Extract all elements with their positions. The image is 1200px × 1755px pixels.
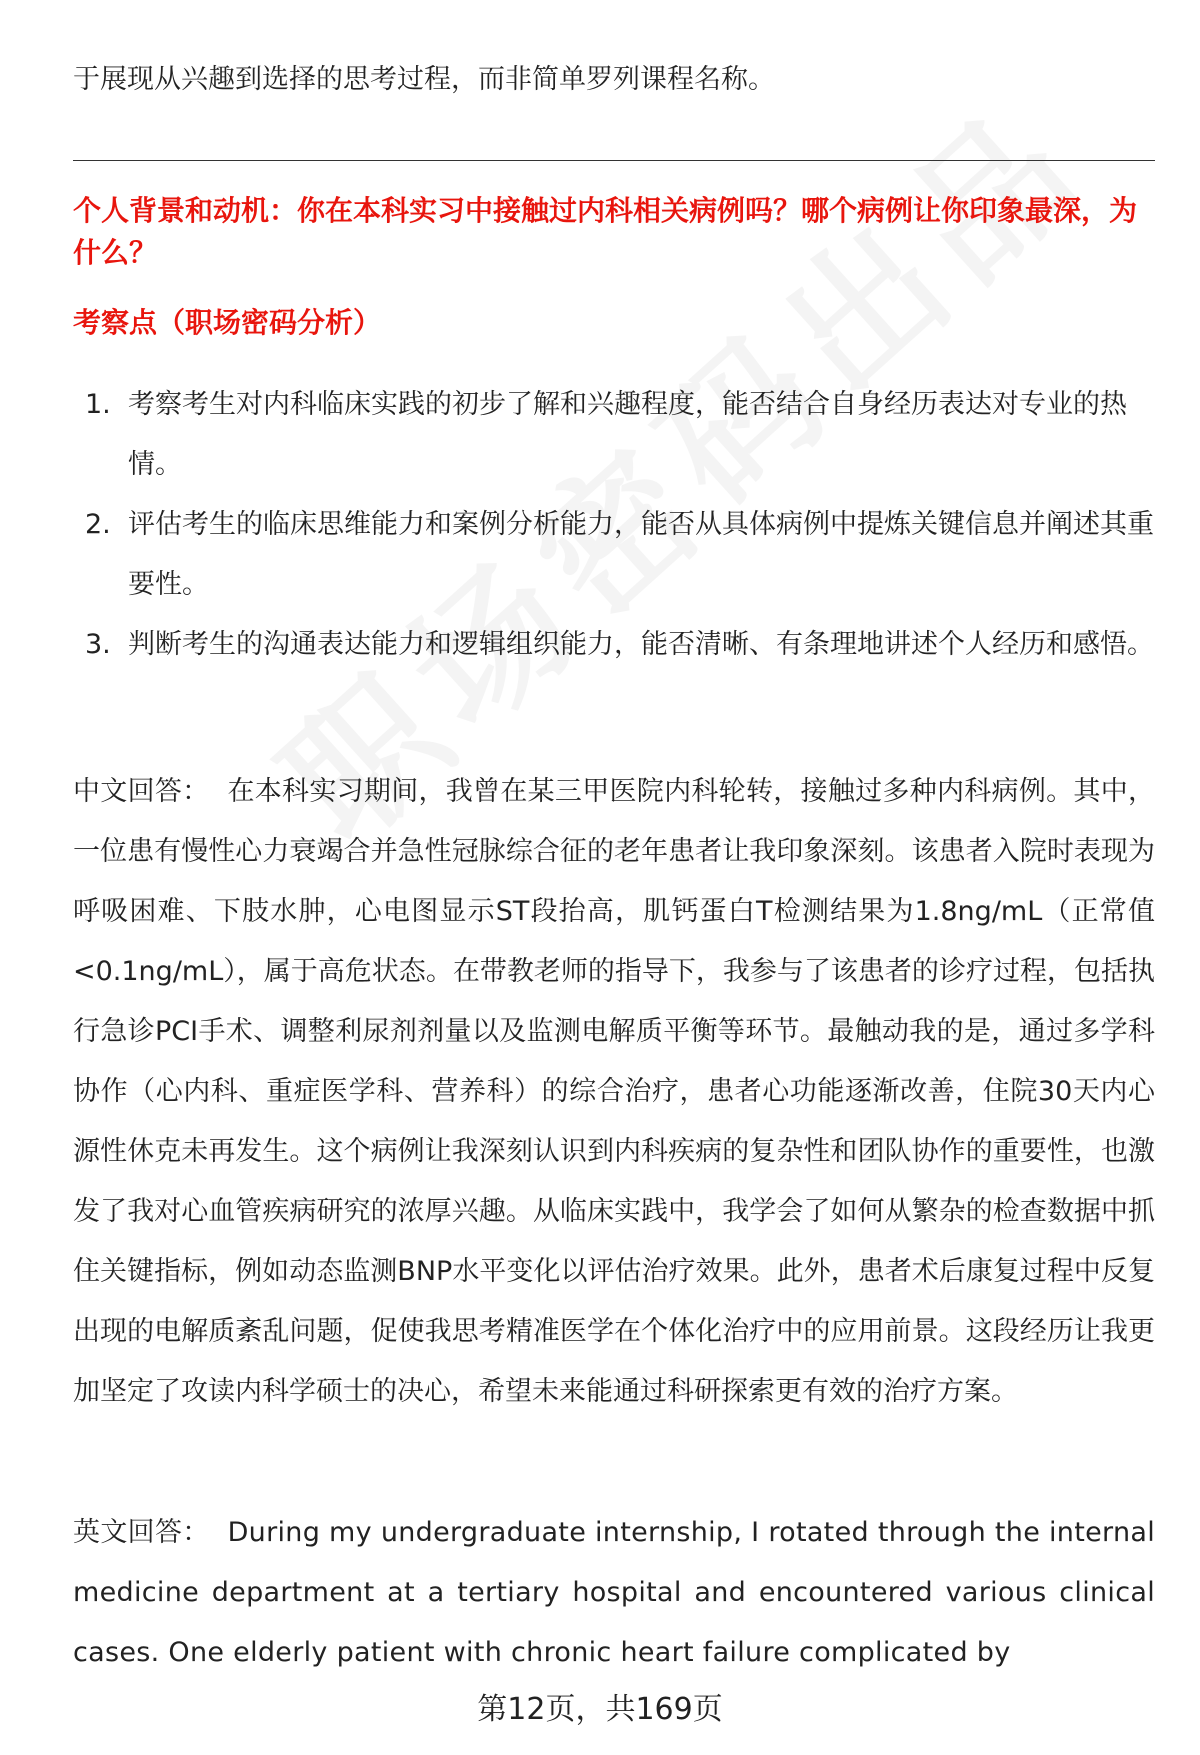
section-divider	[73, 160, 1155, 161]
analysis-title: 考察点（职场密码分析）	[73, 306, 382, 339]
answer-chinese-text: 在本科实习期间，我曾在某三甲医院内科轮转，接触过多种内科病例。其中，一位患有慢性心力衰竭合并急性冠脉综合征的老年患者让我印象深刻。该患者入院时表现为呼吸困难、下肢水肿，心电图显示ST段抬高，肌钙蛋白T检测结果为1.8ng/mL（正常值<0.1ng/mL），属于高危状态。在带教老师的指导下，我参与了该患者的诊疗过程，包括执行急诊PCI手术、调整利尿剂剂量以及监测电解质平衡等环节。最触动我的是，通过多学科协作（心内科、重症医学科、营养科）的综合治疗，患者心功能逐渐改善，住院30天内心源性休克未再发生。这个病例让我深刻认识到内科疾病的复杂性和团队协作的重要性，也激发了我对心血管疾病研究的浓厚兴趣。从临床实践中，我学会了如何从繁杂的检查数据中抓住关键指标，例如动态监测BNP水平变化以评估治疗效果。此外，患者术后康复过程中反复出现的电解质紊乱问题，促使我思考精准医学在个体化治疗中的应用前景。这段经历让我更加坚定了攻读内科学硕士的决心，希望未来能通过科研探索更有效的治疗方案。	[73, 776, 1156, 1407]
answer-english-label: 英文回答：	[73, 1517, 210, 1548]
answer-chinese	[73, 762, 1155, 1422]
answer-english	[73, 1503, 1155, 1683]
analysis-point	[73, 375, 1155, 495]
point-text: 判断考生的沟通表达能力和逻辑组织能力，能否清晰、有条理地讲述个人经历和感悟。	[128, 629, 1154, 660]
analysis-points	[73, 375, 1155, 675]
point-text: 考察考生对内科临床实践的初步了解和兴趣程度，能否结合自身经历表达对专业的热情。	[128, 389, 1127, 480]
point-text: 评估考生的临床思维能力和案例分析能力，能否从具体病例中提炼关键信息并阐述其重要性。	[128, 509, 1154, 600]
point-number: 1.	[85, 389, 111, 420]
analysis-point	[73, 615, 1155, 675]
point-number: 2.	[85, 509, 111, 540]
answer-chinese-label: 中文回答：	[73, 776, 210, 807]
point-number: 3.	[85, 629, 111, 660]
answer-english-text: During my undergraduate internship, I rotated through the internal medicine department at a tertiary hospital and encountered various clinical cases. One elderly patient with chronic heart failure complicated by	[73, 1517, 1156, 1668]
analysis-point	[73, 495, 1155, 615]
page-footer: 第12页，共169页	[477, 1692, 723, 1727]
question-heading: 个人背景和动机：你在本科实习中接触过内科相关病例吗？哪个病例让你印象最深，为什么？	[73, 194, 1138, 269]
intro-continuation: 于展现从兴趣到选择的思考过程，而非简单罗列课程名称。	[73, 64, 775, 95]
